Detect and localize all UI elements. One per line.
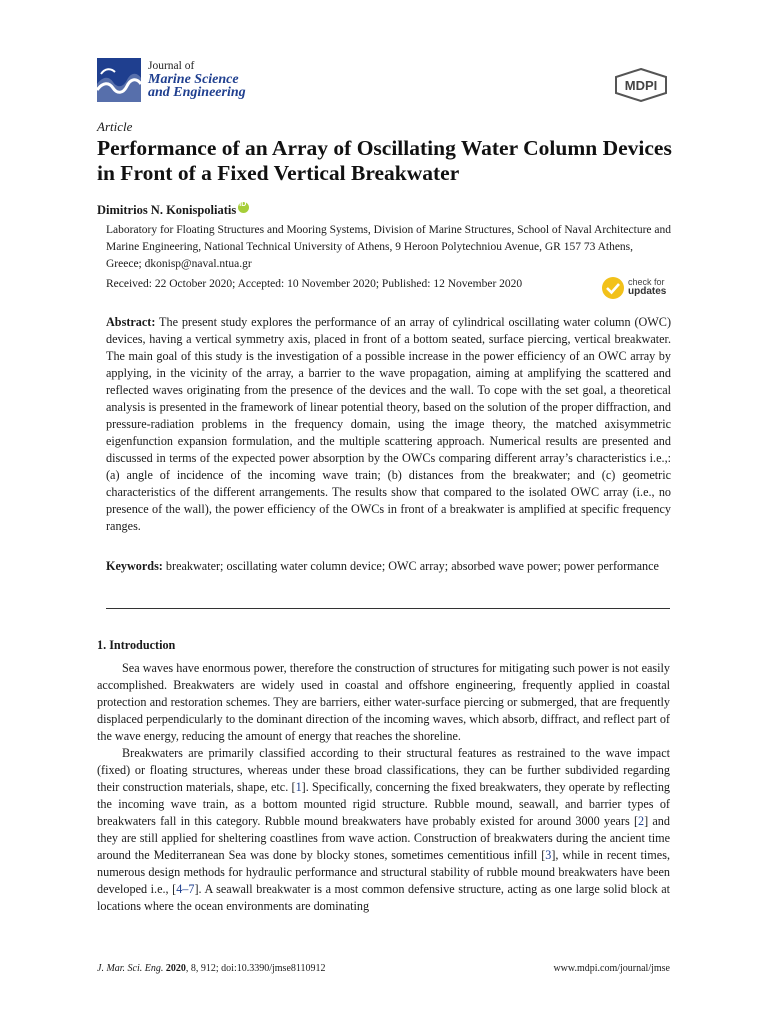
check-updates-line2: updates <box>628 286 667 297</box>
citation-link-2[interactable]: 2 <box>638 814 645 828</box>
check-updates-line1: check for <box>628 277 665 287</box>
paragraph-2-text-d: ], while in recent times, numerous design methods for hydraulic performance and structural stability of rubble mound breakwaters have been developed i.e., [ <box>97 848 670 896</box>
keywords-text: breakwater; oscillating water column device; OWC array; absorbed wave power; power performance <box>165 559 659 573</box>
citation-link-1[interactable]: 1 <box>295 780 302 794</box>
mdpi-logo-text: MDPI <box>624 78 658 93</box>
keywords-label: Keywords: <box>106 559 163 573</box>
journal-name-line2: Marine Science <box>148 72 239 87</box>
abstract-label: Abstract: <box>106 315 156 329</box>
publication-dates: Received: 22 October 2020; Accepted: 10 November 2020; Published: 12 November 2020 <box>106 278 523 290</box>
check-for-updates-badge[interactable] <box>601 276 673 302</box>
journal-name-line3: and Engineering <box>148 85 246 100</box>
journal-logo-icon <box>97 58 141 102</box>
abstract <box>106 314 671 535</box>
keywords <box>106 558 671 575</box>
check-updates-text <box>628 277 666 297</box>
check-updates-icon <box>601 276 625 300</box>
footer-year: 2020 <box>165 963 186 974</box>
paragraph-2-text-b: ]. Specifically, concerning the fixed breakwaters, they operate by reflecting the incoming wave train, as a bottom mounted rigid structure. Rubble mound, seawall, and barrier types of breakwaters fall in this category. Rubble mound breakwaters have probably existed for around 3000 years [ <box>97 780 671 828</box>
paragraph-1: Sea waves have enormous power, therefore the construction of structures for mitigating such power is not easily accomplished. Breakwaters are widely used in coastal and offshore engineering, frequently applied in coastal protection and restoration schemes. They are barriers, either water-surface piercing or submerged, that are frequently displaced perpendicularly to the dominant direction of the incoming waves, which absorb, diffract, and reflect part of the wave energy, reducing the amount of energy that reaches the shoreline. <box>97 661 670 743</box>
paragraph-2 <box>97 745 670 915</box>
section-heading-introduction: 1. Introduction <box>97 638 176 652</box>
abstract-text: The present study explores the performance of an array of cylindrical oscillating water column (OWC) devices, having a vertical symmetry axis, placed in front of a bottom seated, surface piercing, vertical breakwater. The main goal of this study is the investigation of a possible increase in the power efficiency of an OWC array by applying, in the vicinity of the array, a barrier to the wave propagation, aiming at amplifying the scattered and reflected waves originating from the presence of the devices and the wall. To cope with the set goal, a theoretical analysis is presented in the framework of linear potential theory, based on the solution of the proper diffraction, and pressure-radiation problems in the frequency domain, using the image theory, the matched axisymmetric eigenfunction expansion formulation, and the multiple scattering approach. Numerical results are presented and discussed in terms of the expected power absorption by the OWCs comparing different array’s characteristics i.e.,: (a) angle of incidence of the incoming wave train; (b) distances from the breakwater; and (c) geometric characteristics of the different arrangements. The results show that compared to the isolated OWC array (i.e., no presence of the wall), the power efficiency of the OWCs in front of a breakwater is amplified at specific frequency ranges. <box>106 315 671 533</box>
journal-name <box>148 60 246 99</box>
footer-journal-abbr: J. Mar. Sci. Eng. <box>97 963 164 974</box>
footer-citation <box>97 963 326 974</box>
citation-link-3[interactable]: 3 <box>545 848 552 862</box>
mdpi-logo-icon <box>612 68 670 102</box>
paragraph-2-text-a: Breakwaters are primarily classified according to their structural features as restrained to the wave impact (fixed) or floating structures, whereas under these broad classifications, they can be further subdivided regarding their construction materials, shape, etc. [ <box>97 746 670 794</box>
affiliation: Laboratory for Floating Structures and Mooring Systems, Division of Marine Structures, School of Naval Architecture and Marine Engineering, National Technical University of Athens, 9 Heroon Polytechniou Avenue, GR 157 73 Athens, Greece; dkonisp@naval.ntua.gr <box>106 224 671 270</box>
citation-link-4-7[interactable]: 4–7 <box>176 882 195 896</box>
footer-citation-rest: , 8, 912; doi:10.3390/jmse8110912 <box>185 963 326 974</box>
section-divider <box>106 608 670 609</box>
paragraph-2-text-c: ] and they are still applied for sheltering coastlines from wave action. Construction of breakwaters during the ancient time around the Mediterranean Sea was done by blocky stones, sometimes cementitious infill [ <box>97 814 670 862</box>
author-name: Dimitrios N. Konispoliatis <box>97 203 237 217</box>
article-type: Article <box>97 119 133 134</box>
paragraph-2-text-e: ]. A seawall breakwater is a most common defensive structure, acting as one large solid block at locations where the ocean environments are dominating <box>97 882 671 913</box>
introduction-body <box>97 660 670 915</box>
orcid-icon[interactable] <box>238 202 249 213</box>
journal-name-line1: Journal of <box>148 60 195 72</box>
footer-url[interactable]: www.mdpi.com/journal/jmse <box>553 963 670 974</box>
paper-title: Performance of an Array of Oscillating Water Column Devices in Front of a Fixed Vertical Breakwater <box>97 136 672 185</box>
author-line <box>97 202 249 218</box>
